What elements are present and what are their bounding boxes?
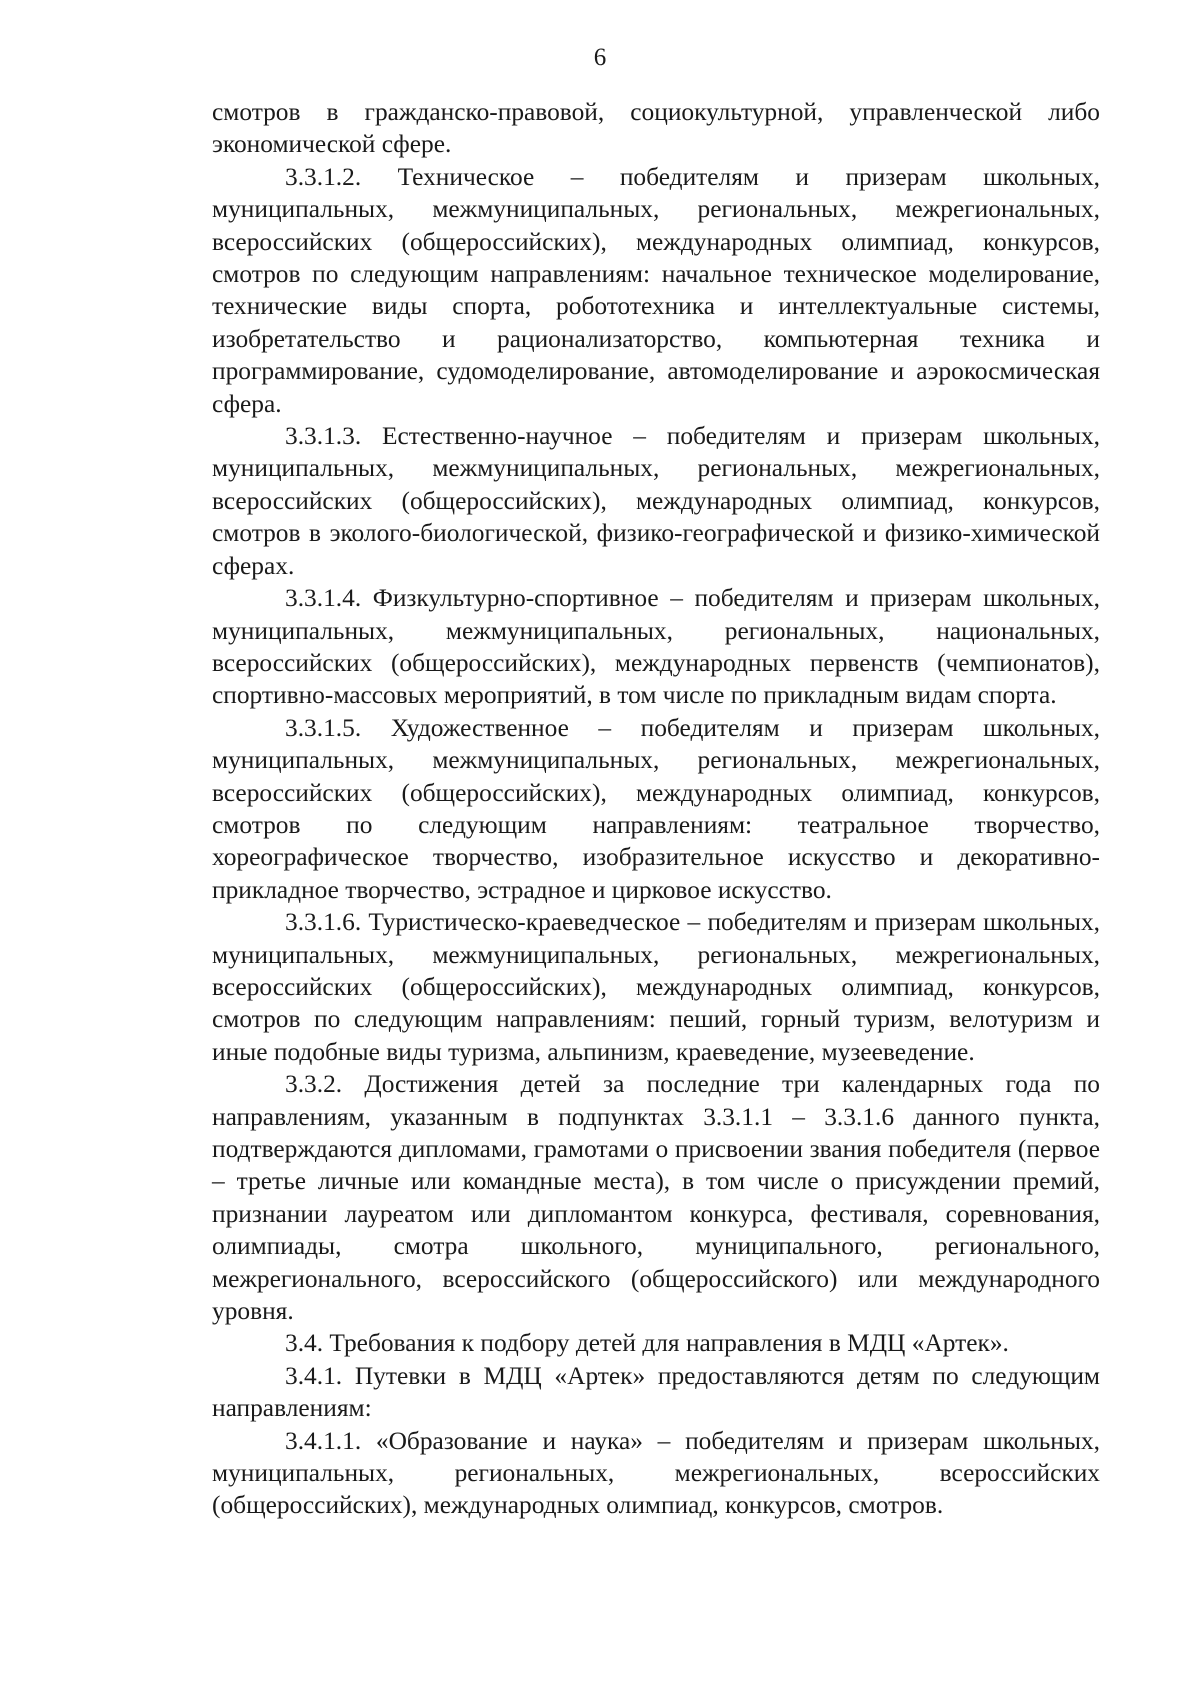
document-body	[212, 96, 1100, 1522]
paragraph: 3.4.1.1. «Образование и наука» – победителям и призерам школьных, муниципальных, региональных, межрегиональных, всероссийских (общероссийских), международных олимпиад, конкурсов, смотров.	[212, 1426, 1100, 1520]
page-number: 6	[593, 44, 607, 71]
paragraph: 3.3.1.4. Физкультурно-спортивное – победителям и призерам школьных, муниципальных, межмуниципальных, региональных, национальных, всероссийских (общероссийских), международных первенств (чемпионатов), спортивно-массовых мероприятий, в том числе по прикладным видам спорта.	[212, 584, 1100, 710]
paragraph: 3.3.2. Достижения детей за последние три календарных года по направлениям, указанным в подпунктах 3.3.1.1 – 3.3.1.6 данного пункта, подтверждаются дипломами, грамотами о присвоении звания победителя (первое – третье личные или командные места), в том числе о присуждении премий, признании лауреатом или дипломантом конкурса, фестиваля, соревнования, олимпиады, смотра школьного, муниципального, регионального, межрегионального, всероссийского (общероссийского) или международного уровня.	[212, 1070, 1100, 1326]
paragraph: 3.3.1.2. Техническое – победителям и призерам школьных, муниципальных, межмуниципальных, региональных, межрегиональных, всероссийских (общероссийских), международных олимпиад, конкурсов, смотров по следующим направлениям: начальное техническое моделирование, технические виды спорта, робототехника и интеллектуальные системы, изобретательство и рационализаторство, компьютерная техника и программирование, судомоделирование, автомоделирование и аэрокосмическая сфера.	[212, 162, 1100, 418]
paragraph: смотров в гражданско-правовой, социокультурной, управленческой либо экономической сфере.	[212, 98, 1100, 159]
paragraph: 3.3.1.6. Туристическо-краеведческое – победителям и призерам школьных, муниципальных, межмуниципальных, региональных, межрегиональных, всероссийских (общероссийских), международных олимпиад, конкурсов, смотров по следующим направлениям: пеший, горный туризм, велотуризм и иные подобные виды туризма, альпинизм, краеведение, музееведение.	[212, 908, 1100, 1066]
paragraph: 3.3.1.5. Художественное – победителям и призерам школьных, муниципальных, межмуниципальных, региональных, межрегиональных, всероссийских (общероссийских), международных олимпиад, конкурсов, смотров по следующим направлениям: театральное творчество, хореографическое творчество, изобразительное искусство и декоративно-прикладное творчество, эстрадное и цирковое искусство.	[212, 713, 1100, 904]
paragraph: 3.4.1. Путевки в МДЦ «Артек» предоставляются детям по следующим направлениям:	[212, 1361, 1100, 1423]
paragraph: 3.4. Требования к подбору детей для направления в МДЦ «Артек».	[285, 1329, 1009, 1358]
paragraph: 3.3.1.3. Естественно-научное – победителям и призерам школьных, муниципальных, межмуниципальных, региональных, межрегиональных, всероссийских (общероссийских), международных олимпиад, конкурсов, смотров в эколого-биологической, физико-географической и физико-химической сферах.	[212, 422, 1100, 580]
